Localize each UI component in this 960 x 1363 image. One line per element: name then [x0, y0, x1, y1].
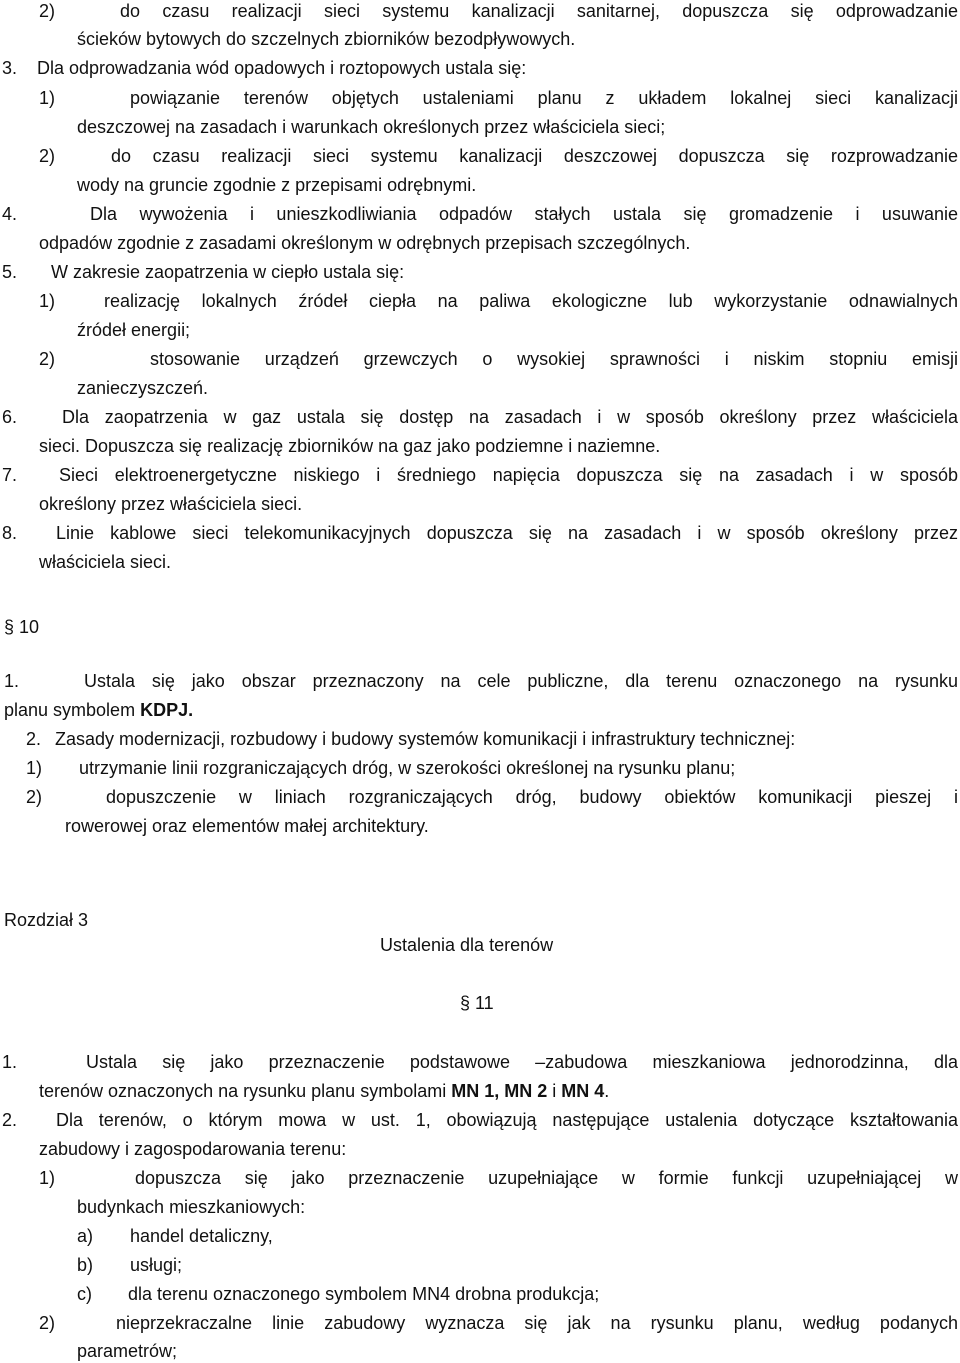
section-text	[39, 1080, 609, 1102]
item-text: dopuszcza się jako przeznaczenie uzupełniające w formie funkcji uzupełniającej w	[135, 1168, 958, 1188]
section-text	[4, 699, 193, 721]
item-number: 2)	[39, 349, 56, 369]
text-run: .	[604, 1081, 610, 1101]
section-text: Dla wywożenia i unieszkodliwiania odpadów stałych ustala się gromadzenie i usuwanie	[90, 204, 958, 224]
symbol-mn4: MN 4	[561, 1081, 605, 1101]
section-number: 1.	[4, 671, 20, 691]
section-text: Dla terenów, o którym mowa w ust. 1, obowiązują następujące ustalenia dotyczące kształtowania	[56, 1110, 958, 1130]
section-text: Sieci elektroenergetyczne niskiego i średniego napięcia dopuszcza się na zasadach i w sposób	[59, 465, 958, 485]
item-text: zanieczyszczeń.	[77, 378, 209, 398]
subitem-letter: b)	[77, 1255, 94, 1275]
item-number: 2)	[39, 1, 56, 21]
chapter-title: Ustalenia dla terenów	[380, 935, 554, 955]
section-text: Ustala się jako przeznaczenie podstawowe –zabudowa mieszkaniowa jednorodzinna, dla	[86, 1052, 958, 1072]
paragraph-label: § 10	[4, 617, 40, 637]
item-text: parametrów;	[77, 1341, 178, 1361]
section-number: 7.	[2, 465, 18, 485]
item-text: do czasu realizacji sieci systemu kanalizacji deszczowej dopuszcza się rozprowadzanie	[111, 146, 958, 166]
item-number: 1)	[26, 758, 43, 778]
item-number: 2)	[39, 1313, 56, 1333]
section-number: 5.	[2, 262, 18, 282]
item-text: źródeł energii;	[77, 320, 191, 340]
item-text: do czasu realizacji sieci systemu kanalizacji sanitarnej, dopuszcza się odprowadzanie	[120, 1, 958, 21]
section-text: właściciela sieci.	[39, 552, 172, 572]
chapter-label: Rozdział 3	[4, 910, 89, 930]
subitem-text: dla terenu oznaczonego symbolem MN4 drobna produkcja;	[128, 1284, 600, 1304]
section-number: 8.	[2, 523, 18, 543]
symbol-mn1-mn2: MN 1, MN 2	[451, 1081, 548, 1101]
section-number: 3.	[2, 58, 18, 78]
section-number: 2.	[26, 729, 42, 749]
item-text: stosowanie urządzeń grzewczych o wysokiej sprawności i niskim stopniu emisji	[150, 349, 958, 369]
section-number: 1.	[2, 1052, 18, 1072]
item-text: dopuszczenie w liniach rozgraniczających dróg, budowy obiektów komunikacji pieszej i	[106, 787, 958, 807]
item-text: nieprzekraczalne linie zabudowy wyznacza się jak na rysunku planu, według podanych	[116, 1313, 958, 1333]
section-text: Linie kablowe sieci telekomunikacyjnych dopuszcza się na zasadach i w sposób określony przez	[56, 523, 958, 543]
item-number: 1)	[39, 291, 56, 311]
item-text: utrzymanie linii rozgraniczających dróg, w szerokości określonej na rysunku planu;	[79, 758, 736, 778]
item-number: 1)	[39, 1168, 56, 1188]
section-text: W zakresie zaopatrzenia w ciepło ustala się:	[51, 262, 405, 282]
item-text: budynkach mieszkaniowych:	[77, 1197, 306, 1217]
section-text: określony przez właściciela sieci.	[39, 494, 303, 514]
text-run: planu symbolem	[4, 700, 141, 720]
text-run: i	[547, 1081, 562, 1101]
section-text: sieci. Dopuszcza się realizację zbiorników na gaz jako podziemne i naziemne.	[39, 436, 661, 456]
paragraph-label: § 11	[460, 993, 494, 1013]
item-text: rowerowej oraz elementów małej architektury.	[65, 816, 429, 836]
item-text: deszczowej na zasadach i warunkach określonych przez właściciela sieci;	[77, 117, 666, 137]
subitem-letter: c)	[77, 1284, 92, 1304]
item-text: powiązanie terenów objętych ustaleniami planu z układem lokalnej sieci kanalizacji	[130, 88, 958, 108]
item-number: 1)	[39, 88, 56, 108]
section-text: zabudowy i zagospodarowania terenu:	[39, 1139, 347, 1159]
section-number: 4.	[2, 204, 18, 224]
symbol-kdpj: KDPJ.	[140, 700, 194, 720]
item-text: wody na gruncie zgodnie z przepisami odrębnymi.	[77, 175, 477, 195]
item-text: ścieków bytowych do szczelnych zbiorników bezodpływowych.	[77, 29, 576, 49]
section-text: odpadów zgodnie z zasadami określonym w odrębnych przepisach szczególnych.	[39, 233, 691, 253]
item-text: realizację lokalnych źródeł ciepła na paliwa ekologiczne lub wykorzystanie odnawialnych	[104, 291, 958, 311]
section-number: 6.	[2, 407, 18, 427]
section-text: Ustala się jako obszar przeznaczony na cele publiczne, dla terenu oznaczonego na rysunku	[84, 671, 958, 691]
subitem-letter: a)	[77, 1226, 94, 1246]
section-number: 2.	[2, 1110, 18, 1130]
section-text: Dla zaopatrzenia w gaz ustala się dostęp na zasadach i w sposób określony przez właściciela	[62, 407, 958, 427]
subitem-text: handel detaliczny,	[130, 1226, 273, 1246]
section-text: Zasady modernizacji, rozbudowy i budowy systemów komunikacji i infrastruktury technicznej:	[55, 729, 796, 749]
item-number: 2)	[26, 787, 43, 807]
section-text: Dla odprowadzania wód opadowych i roztopowych ustala się:	[37, 58, 527, 78]
subitem-text: usługi;	[130, 1255, 183, 1275]
text-run: terenów oznaczonych na rysunku planu symbolami	[39, 1081, 452, 1101]
item-number: 2)	[39, 146, 56, 166]
